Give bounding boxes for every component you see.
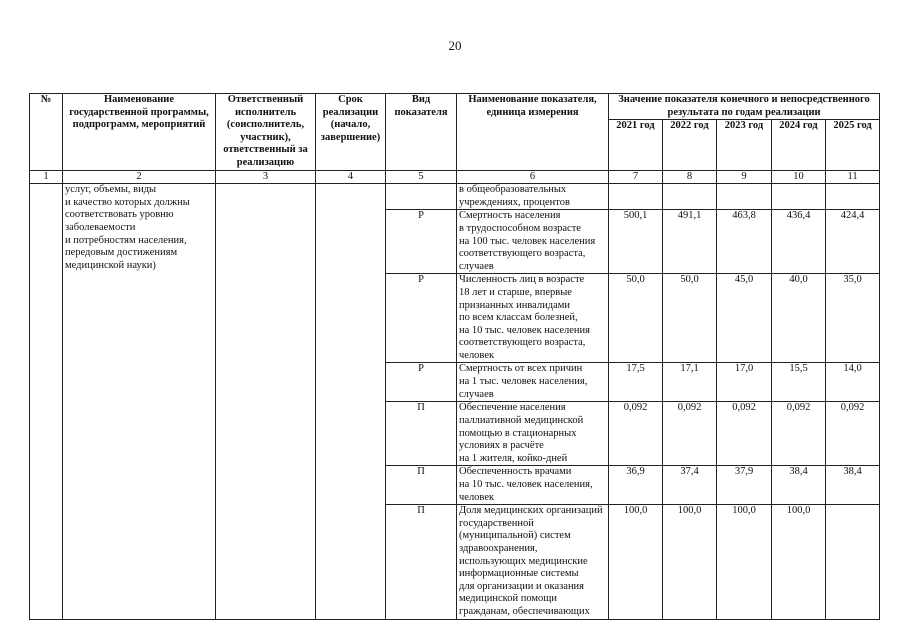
value-2023: 463,8 [717, 210, 772, 274]
value-2022: 17,1 [663, 363, 717, 402]
value-2022: 37,4 [663, 466, 717, 505]
header-year-2021: 2021 год [609, 120, 663, 170]
indicator-type-cell: П [386, 505, 457, 619]
indicator-type-cell: П [386, 466, 457, 505]
value-2022: 0,092 [663, 402, 717, 466]
column-number: 6 [457, 170, 609, 184]
indicator-name-cell: в общеобразовательных учреждениях, процентов [457, 184, 609, 210]
value-2021: 36,9 [609, 466, 663, 505]
column-number: 2 [63, 170, 216, 184]
value-2022: 491,1 [663, 210, 717, 274]
value-cell [717, 184, 772, 210]
value-2023: 45,0 [717, 274, 772, 363]
header-executor: Ответственный исполнитель (соисполнитель, участник), ответственный за реализацию [216, 94, 316, 171]
value-2022: 100,0 [663, 505, 717, 619]
value-2023: 0,092 [717, 402, 772, 466]
header-year-2022: 2022 год [663, 120, 717, 170]
header-program-name: Наименование государственной программы, подпрограмм, мероприятий [63, 94, 216, 171]
value-2021: 50,0 [609, 274, 663, 363]
value-2024: 436,4 [772, 210, 826, 274]
indicator-name-cell: Смертность населения в трудоспособном возрасте на 100 тыс. человек населения соответствующего возраста, случаев [457, 210, 609, 274]
value-2025: 424,4 [826, 210, 880, 274]
value-2025: 0,092 [826, 402, 880, 466]
column-number: 3 [216, 170, 316, 184]
value-2024: 40,0 [772, 274, 826, 363]
header-term: Срок реализации (начало, завершение) [316, 94, 386, 171]
value-2023: 17,0 [717, 363, 772, 402]
indicator-type-cell: Р [386, 363, 457, 402]
header-year-2023: 2023 год [717, 120, 772, 170]
value-2024: 0,092 [772, 402, 826, 466]
value-2024: 38,4 [772, 466, 826, 505]
column-number-row [30, 170, 880, 184]
value-cell [826, 184, 880, 210]
term-cell [316, 184, 386, 619]
header-indicator-name: Наименование показателя, единица измерения [457, 94, 609, 171]
value-2021: 0,092 [609, 402, 663, 466]
indicator-type-cell: Р [386, 210, 457, 274]
column-number: 9 [717, 170, 772, 184]
value-2022: 50,0 [663, 274, 717, 363]
header-year-2024: 2024 год [772, 120, 826, 170]
column-number: 5 [386, 170, 457, 184]
value-2021: 17,5 [609, 363, 663, 402]
indicator-name-cell: Доля медицинских организаций государственной (муниципальной) систем здравоохранения, использующих медицинские информационные системы для организации и оказания медицинской помощи гражданам, обеспечивающих [457, 505, 609, 619]
indicator-type-cell: П [386, 402, 457, 466]
value-cell [772, 184, 826, 210]
row-number-cell [30, 184, 63, 619]
indicator-name-cell: Обеспеченность врачами на 10 тыс. человек населения, человек [457, 466, 609, 505]
value-cell [663, 184, 717, 210]
header-indicator-type: Вид показателя [386, 94, 457, 171]
indicator-name-cell: Обеспечение населения паллиативной медицинской помощью в стационарных условиях в расчёте на 1 жителя, койко-дней [457, 402, 609, 466]
indicator-name-cell: Численность лиц в возрасте 18 лет и старше, впервые признанных инвалидами по всем классам болезней, на 10 тыс. человек населения соответствующего возраста, человек [457, 274, 609, 363]
value-2023: 100,0 [717, 505, 772, 619]
value-2025: 38,4 [826, 466, 880, 505]
indicator-type-cell [386, 184, 457, 210]
column-number: 8 [663, 170, 717, 184]
column-number: 10 [772, 170, 826, 184]
header-number: № [30, 94, 63, 171]
indicator-type-cell: Р [386, 274, 457, 363]
column-number: 11 [826, 170, 880, 184]
page-number: 20 [448, 38, 462, 53]
value-2024: 15,5 [772, 363, 826, 402]
column-number: 1 [30, 170, 63, 184]
header-values-group: Значение показателя конечного и непосредственного результата по годам реализации [609, 94, 880, 120]
value-2025: 14,0 [826, 363, 880, 402]
value-2025 [826, 505, 880, 619]
indicator-name-cell: Смертность от всех причин на 1 тыс. человек населения, случаев [457, 363, 609, 402]
value-cell [609, 184, 663, 210]
program-name-cell: услуг, объемы, виды и качество которых должны соответствовать уровню заболеваемости и потребностям населения, передовым достижениям медицинской науки) [63, 184, 216, 619]
value-2025: 35,0 [826, 274, 880, 363]
value-2021: 100,0 [609, 505, 663, 619]
program-indicators-table [29, 93, 880, 620]
value-2024: 100,0 [772, 505, 826, 619]
value-2023: 37,9 [717, 466, 772, 505]
header-year-2025: 2025 год [826, 120, 880, 170]
value-2021: 500,1 [609, 210, 663, 274]
executor-cell [216, 184, 316, 619]
table-row [30, 184, 880, 210]
column-number: 7 [609, 170, 663, 184]
column-number: 4 [316, 170, 386, 184]
